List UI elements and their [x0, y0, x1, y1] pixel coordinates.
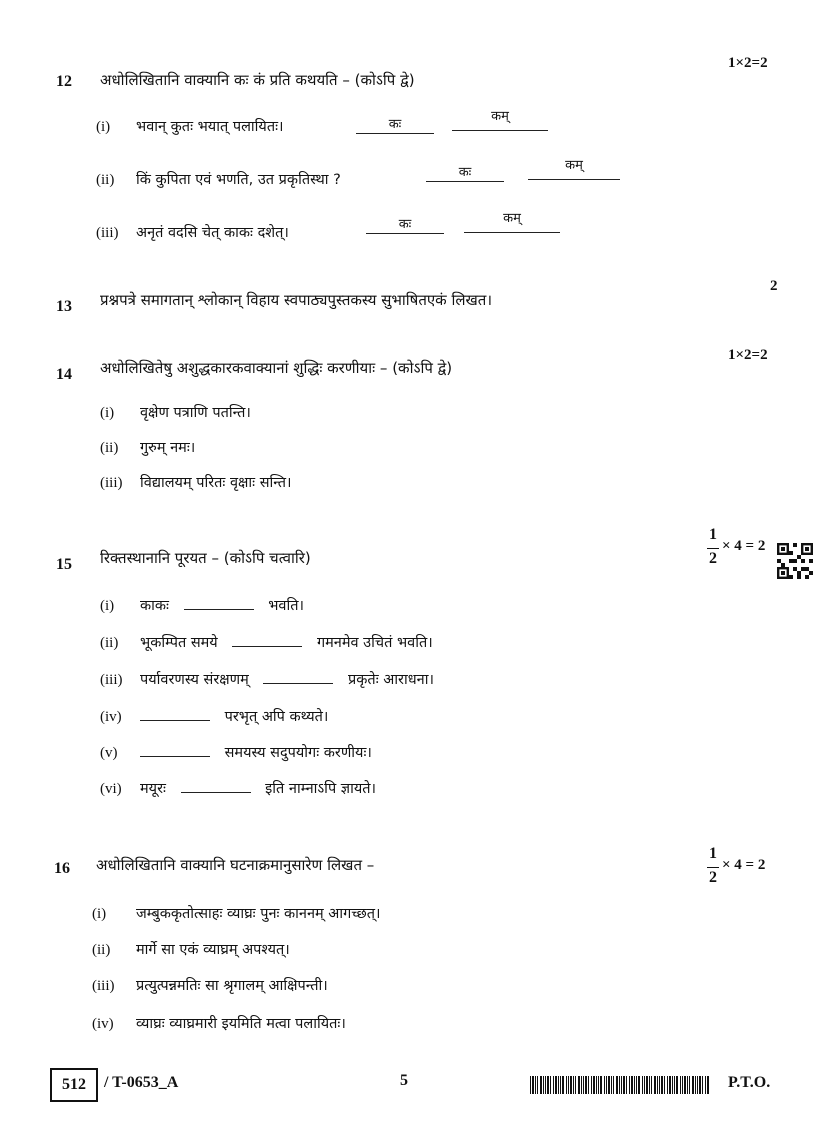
q13-text: प्रश्नपत्रे समागतान् श्लोकान् विहाय स्वपाठ्यपुस्तकस्य सुभाषितएकं लिखत। [100, 291, 493, 309]
q15-item-2 [100, 632, 433, 652]
fraction-numerator: 1 [709, 845, 717, 862]
footer-code-box: 512 [50, 1068, 98, 1102]
q15-item-1 [100, 595, 304, 615]
roman-numeral: (i) [100, 598, 115, 614]
q16-item-4 [92, 1013, 346, 1033]
item-text: मार्गे सा एकं व्याघ्रम् अपश्यत्। [136, 942, 290, 958]
q14-text: अधोलिखितेषु अशुद्धकारकवाक्यानां शुद्धिः करणीयाः – (कोऽपि द्वे) [100, 359, 453, 377]
roman-numeral: (iv) [100, 709, 122, 725]
q14-item-1 [100, 402, 251, 422]
q12-1-kam-blank [452, 110, 548, 131]
roman-numeral: (ii) [96, 172, 115, 188]
item-after: समयस्य सदुपयोगः करणीयः। [224, 745, 372, 761]
q15-item-5 [100, 742, 372, 762]
item-after: भवति। [268, 598, 304, 614]
fill-blank [140, 755, 210, 757]
q12-2-kam-blank [528, 159, 620, 180]
fraction-numerator: 1 [709, 526, 717, 543]
q12-item-3 [96, 222, 289, 242]
roman-numeral: (iii) [100, 475, 123, 491]
item-text: विद्यालयम् परितः वृक्षाः सन्ति। [140, 475, 292, 491]
item-after: प्रकृतेः आराधना। [348, 672, 434, 688]
roman-numeral: (v) [100, 745, 118, 761]
q16-item-1 [92, 903, 381, 923]
q16-item-3 [92, 975, 328, 995]
q16-marks: × 4 = 2 [722, 857, 766, 873]
item-before: पर्यावरणस्य संरक्षणम् [140, 672, 249, 688]
roman-numeral: (iii) [100, 672, 123, 688]
item-text: जम्बुककृतोत्साहः व्याघ्रः पुनः काननम् आगच्छत्। [136, 906, 381, 922]
item-text: गुरुम् नमः। [140, 440, 196, 456]
q12-item-2 [96, 169, 341, 189]
fill-blank [263, 682, 333, 684]
item-after: परभृत् अपि कथ्यते। [224, 709, 329, 725]
answer-ka: कः [388, 117, 402, 132]
answer-ka: कः [398, 217, 412, 232]
answer-ka: कः [458, 165, 472, 180]
q15-item-4 [100, 706, 328, 726]
roman-numeral: (ii) [100, 635, 119, 651]
roman-numeral: (iv) [92, 1016, 114, 1032]
fill-blank [140, 719, 210, 721]
footer-page-number: 5 [400, 1072, 408, 1089]
item-before: भूकम्पित समये [140, 635, 218, 651]
roman-numeral: (iii) [92, 978, 115, 994]
q15-item-3 [100, 669, 434, 689]
q16-text: अधोलिखितानि वाक्यानि घटनाक्रमानुसारेण लिखत – [96, 856, 375, 874]
q14-number: 14 [56, 366, 72, 383]
q12-number: 12 [56, 73, 72, 90]
item-text: व्याघ्रः व्याघ्रमारी इयमिति मत्वा पलायितः। [136, 1016, 346, 1032]
item-text: प्रत्युत्पन्नमतिः सा श्रृगालम् आक्षिपन्ती। [136, 978, 328, 994]
q12-3-ka-blank [366, 217, 444, 234]
item-before: मयूरः [140, 781, 166, 797]
q12-1-ka-blank [356, 117, 434, 134]
roman-numeral: (iii) [96, 225, 119, 241]
item-text: अनृतं वदसि चेत् काकः दशेत्। [136, 225, 289, 241]
fraction-denominator: 2 [709, 550, 717, 567]
q13-marks: 2 [770, 278, 778, 294]
q13-number: 13 [56, 298, 72, 315]
footer-pto: P.T.O. [728, 1074, 771, 1091]
answer-kam: कम् [565, 158, 583, 173]
q14-item-2 [100, 437, 195, 457]
q14-item-3 [100, 472, 292, 492]
fill-blank [181, 791, 251, 793]
roman-numeral: (i) [96, 119, 111, 135]
fill-blank [184, 608, 254, 610]
answer-kam: कम् [503, 211, 521, 226]
qr-code-icon [777, 543, 813, 579]
fraction-denominator: 2 [709, 869, 717, 886]
q15-marks: × 4 = 2 [722, 538, 766, 554]
q14-marks: 1×2=2 [728, 347, 768, 363]
q12-3-kam-blank [464, 212, 560, 233]
q12-item-1 [96, 116, 284, 136]
fill-blank [232, 645, 302, 647]
q15-marks-fraction [707, 526, 719, 574]
answer-kam: कम् [491, 109, 509, 124]
q15-number: 15 [56, 556, 72, 573]
fraction-bar [707, 548, 719, 549]
q12-marks: 1×2=2 [728, 55, 768, 71]
footer-paper-code: / T-0653_A [104, 1074, 179, 1091]
item-text: वृक्षेण पत्राणि पतन्ति। [140, 405, 251, 421]
q15-item-6 [100, 778, 376, 798]
roman-numeral: (i) [100, 405, 115, 421]
q16-marks-fraction [707, 845, 719, 893]
q16-number: 16 [54, 860, 70, 877]
fraction-bar [707, 867, 719, 868]
barcode-icon [530, 1076, 710, 1094]
item-after: इति नाम्नाऽपि ज्ञायते। [265, 781, 377, 797]
q12-2-ka-blank [426, 165, 504, 182]
roman-numeral: (ii) [100, 440, 119, 456]
item-text: किं कुपिता एवं भणति, उत प्रकृतिस्था ? [136, 172, 341, 188]
q12-text: अधोलिखितानि वाक्यानि कः कं प्रति कथयति – (कोऽपि द्वे) [100, 71, 415, 89]
roman-numeral: (ii) [92, 942, 111, 958]
item-after: गमनमेव उचितं भवति। [316, 635, 433, 651]
q16-item-2 [92, 939, 290, 959]
item-text: भवान् कुतः भयात् पलायितः। [136, 119, 284, 135]
q15-text: रिक्तस्थानानि पूरयत – (कोऽपि चत्वारि) [100, 549, 311, 567]
roman-numeral: (i) [92, 906, 107, 922]
item-before: काकः [140, 598, 169, 614]
roman-numeral: (vi) [100, 781, 122, 797]
